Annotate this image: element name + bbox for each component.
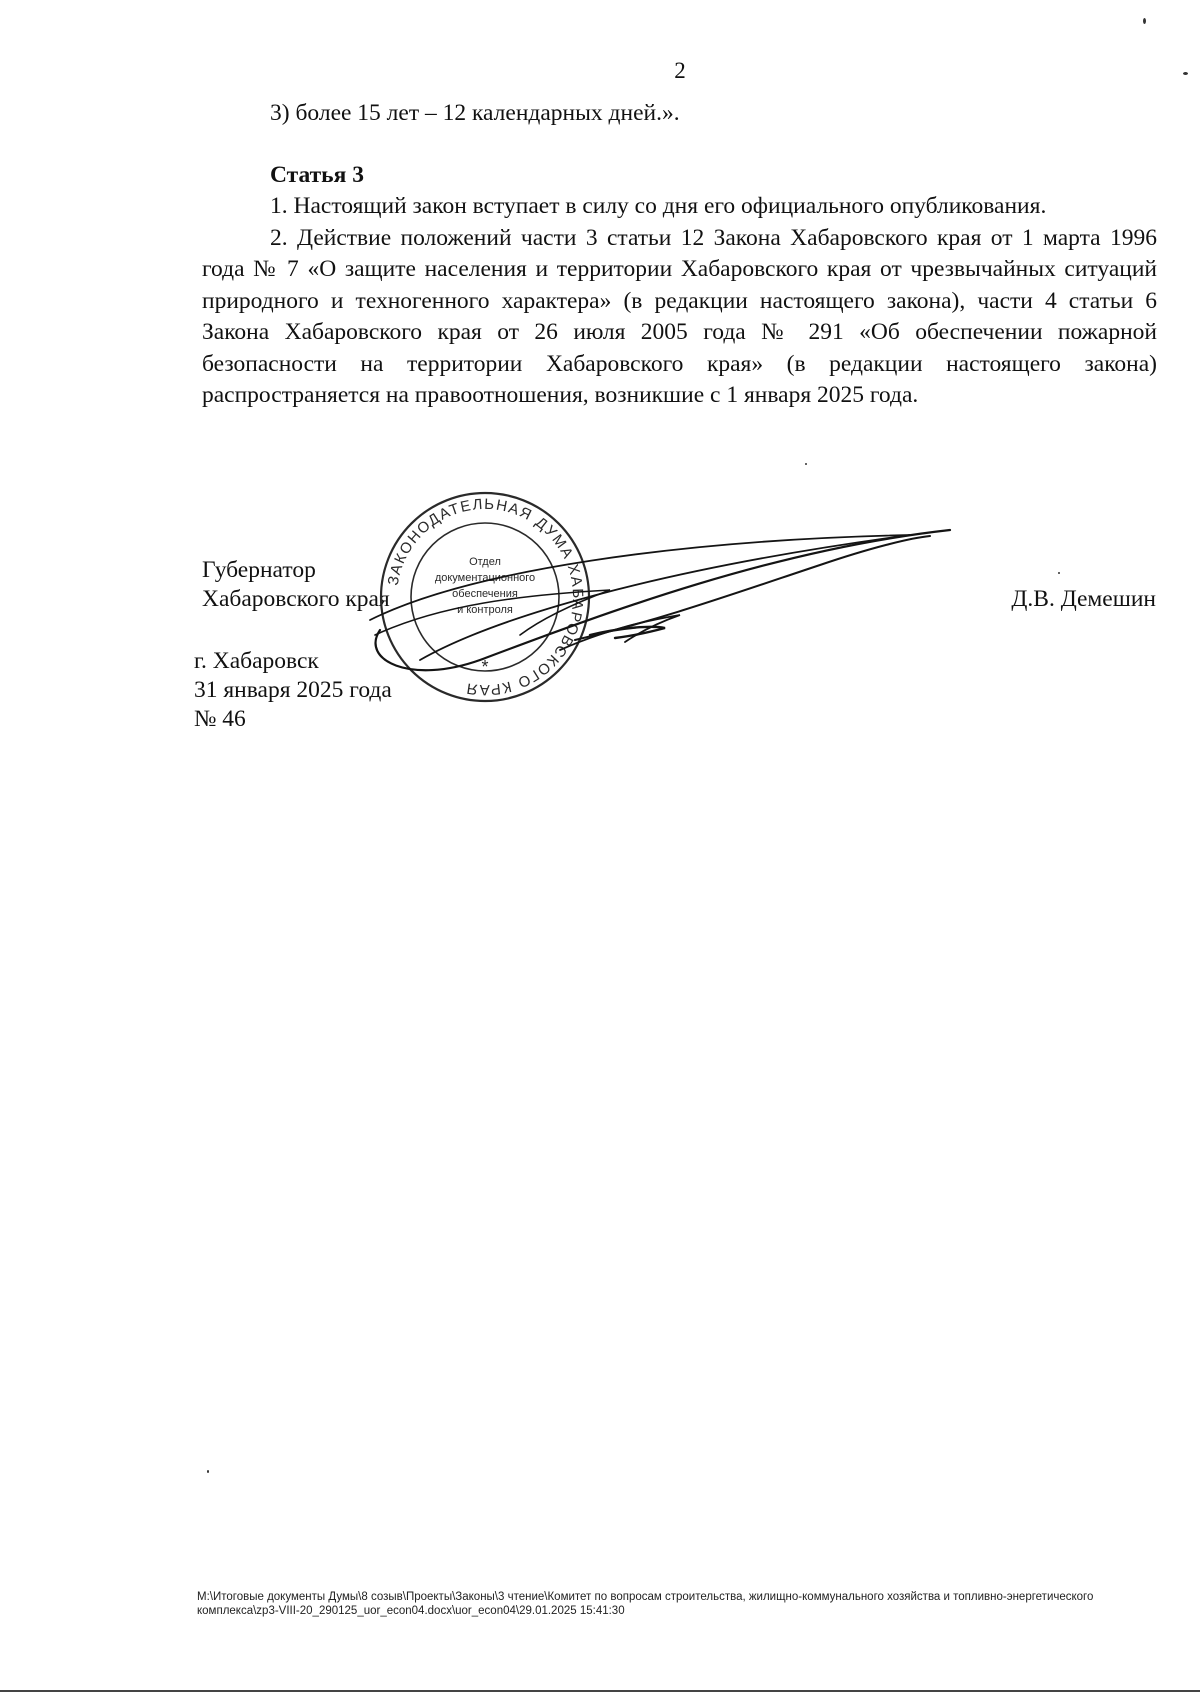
scan-speck bbox=[805, 463, 807, 465]
scan-speck bbox=[1143, 18, 1146, 24]
stamp-ring-text: ЗАКОНОДАТЕЛЬНАЯ ДУМА ХАБАРОВСКОГО КРАЯ bbox=[384, 495, 587, 699]
scan-speck bbox=[207, 1470, 209, 1473]
article-title: Статья 3 bbox=[270, 161, 364, 188]
signature-title-line-1: Губернатор bbox=[202, 557, 316, 583]
handwritten-signature bbox=[350, 510, 970, 710]
footer-file-path: M:\Итоговые документы Думы\8 созыв\Проекты\Законы\3 чтение\Комитет по вопросам строительства, жилищно-коммунального хозяйства и топливно-энергетического комплекса\zp3-VIII-20_290125_uor_econ04.docx\uor_econ04\29.01.2025 15:41:30 bbox=[197, 1591, 1094, 1617]
signature-title-line-2: Хабаровского края bbox=[202, 586, 390, 612]
stamp-inner-line-3: обеспечения bbox=[452, 588, 518, 600]
signatory-name: Д.В. Демешин bbox=[1011, 586, 1156, 612]
scan-speck bbox=[1058, 572, 1060, 574]
stamp-inner-line-1: Отдел bbox=[469, 556, 501, 568]
scan-bottom-line bbox=[0, 1690, 1200, 1692]
stamp-inner-line-4: и контроля bbox=[457, 604, 513, 616]
page-number: 2 bbox=[674, 58, 686, 83]
article-part-2: 2. Действие положений части 3 статьи 12 Закона Хабаровского края от 1 марта 1996 года № 7 «О защите населения и территории Хабаровского края от чрезвычайных ситуаций природного и техногенного характера» (в редакции настоящего закона), части 4 статьи 6 Закона Хабаровского края от 26 июля 2005 года № 291 «Об обеспечении пожарной безопасности на территории Хабаровского края» (в редакции настоящего закона) распространяется на правоотношения, возникшие с 1 января 2025 года. bbox=[202, 224, 1157, 408]
scan-speck bbox=[1183, 72, 1188, 75]
lead-item: 3) более 15 лет – 12 календарных дней.». bbox=[270, 100, 680, 126]
stamp-inner-line-2: документационного bbox=[434, 572, 536, 584]
stamp-star: * bbox=[481, 657, 489, 677]
article-part-1: 1. Настоящий закон вступает в силу со дня его официального опубликования. bbox=[270, 193, 1047, 219]
main-text bbox=[202, 98, 1157, 412]
document-number: № 46 bbox=[194, 706, 246, 732]
place-city: г. Хабаровск bbox=[194, 648, 319, 674]
place-date: 31 января 2025 года bbox=[194, 677, 392, 703]
